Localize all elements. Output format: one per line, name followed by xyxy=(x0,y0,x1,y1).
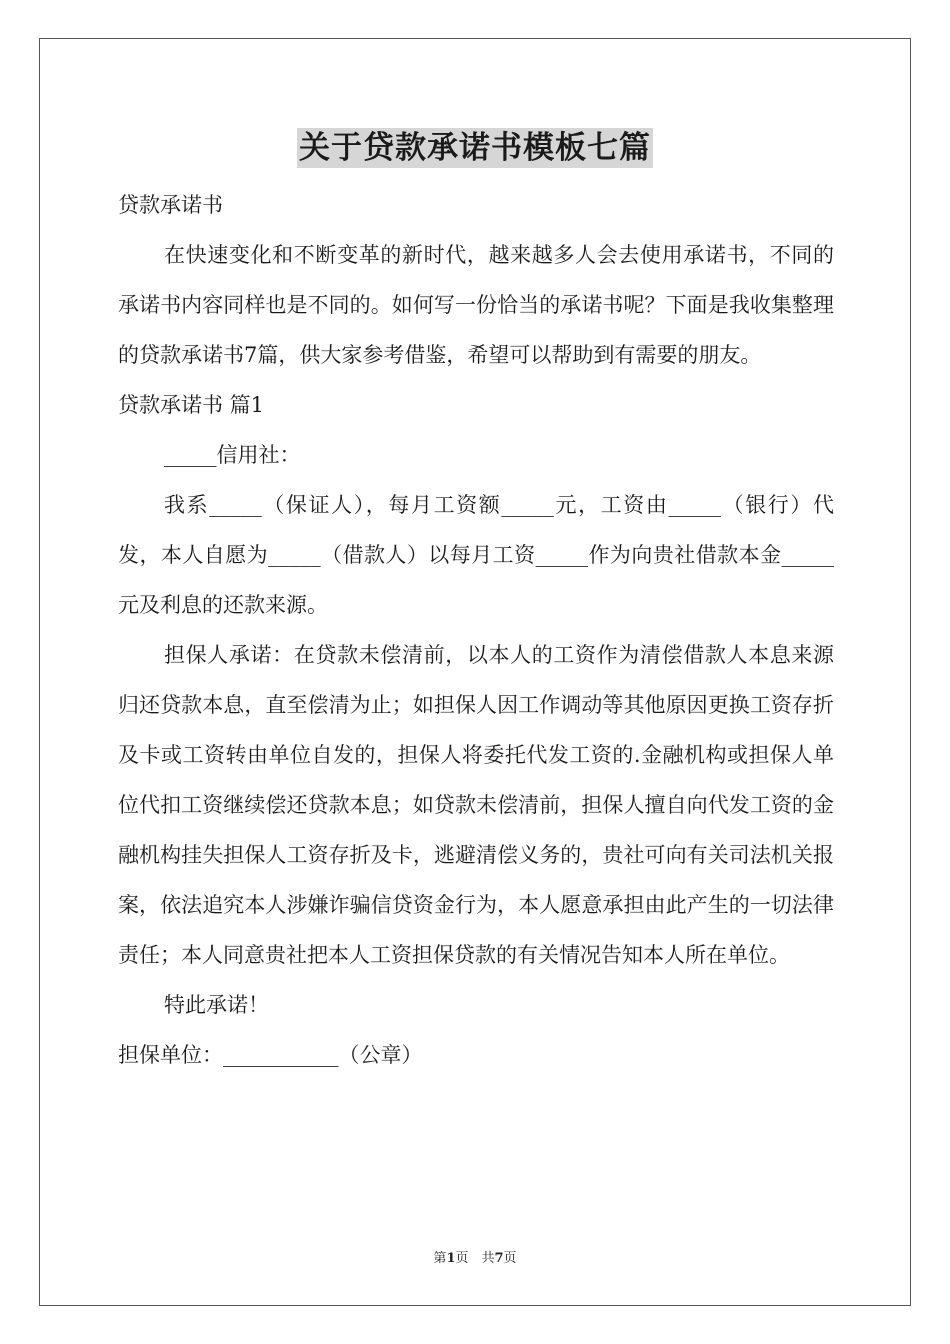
closing-line: 特此承诺！ xyxy=(164,993,269,1017)
page-footer xyxy=(0,1247,950,1266)
document-title: 关于贷款承诺书模板七篇 xyxy=(299,130,651,166)
total-pages-number: 7 xyxy=(494,1251,504,1266)
footer-suffix: 页 xyxy=(503,1251,517,1266)
current-page-number: 1 xyxy=(446,1251,456,1266)
addressee-line: _____信用社： xyxy=(164,443,301,467)
document-body xyxy=(118,180,834,1080)
guarantor-unit-line: 担保单位：___________（公章） xyxy=(118,1043,423,1067)
title-container xyxy=(0,128,950,168)
footer-mid: 页 共 xyxy=(455,1251,495,1266)
body-paragraph-guarantor: 我系_____（保证人），每月工资额_____元，工资由_____（银行）代发，本人自愿为_____（借款人）以每月工资_____作为向贵社借款本金_____元及利息的还款来源。 xyxy=(118,493,834,617)
footer-prefix: 第 xyxy=(433,1251,447,1266)
chapter-heading: 贷款承诺书 篇1 xyxy=(118,393,265,417)
body-paragraph-commitment: 担保人承诺：在贷款未偿清前，以本人的工资作为清偿借款人本息来源归还贷款本息，直至偿清为止；如担保人因工作调动等其他原因更换工资存折及卡或工资转由单位自发的，担保人将委托代发工资的.金融机构或担保人单位代扣工资继续偿还贷款本息；如贷款未偿清前，担保人擅自向代发工资的金融机构挂失担保人工资存折及卡，逃避清偿义务的，贵社可向有关司法机关报案，依法追究本人涉嫌诈骗信贷资金行为，本人愿意承担由此产生的一切法律责任；本人同意贵社把本人工资担保贷款的有关情况告知本人所在单位。 xyxy=(118,643,834,967)
section-heading: 贷款承诺书 xyxy=(118,193,223,217)
intro-paragraph: 在快速变化和不断变革的新时代，越来越多人会去使用承诺书，不同的承诺书内容同样也是不同的。如何写一份恰当的承诺书呢？下面是我收集整理的贷款承诺书7篇，供大家参考借鉴，希望可以帮助到有需要的朋友。 xyxy=(118,243,834,367)
